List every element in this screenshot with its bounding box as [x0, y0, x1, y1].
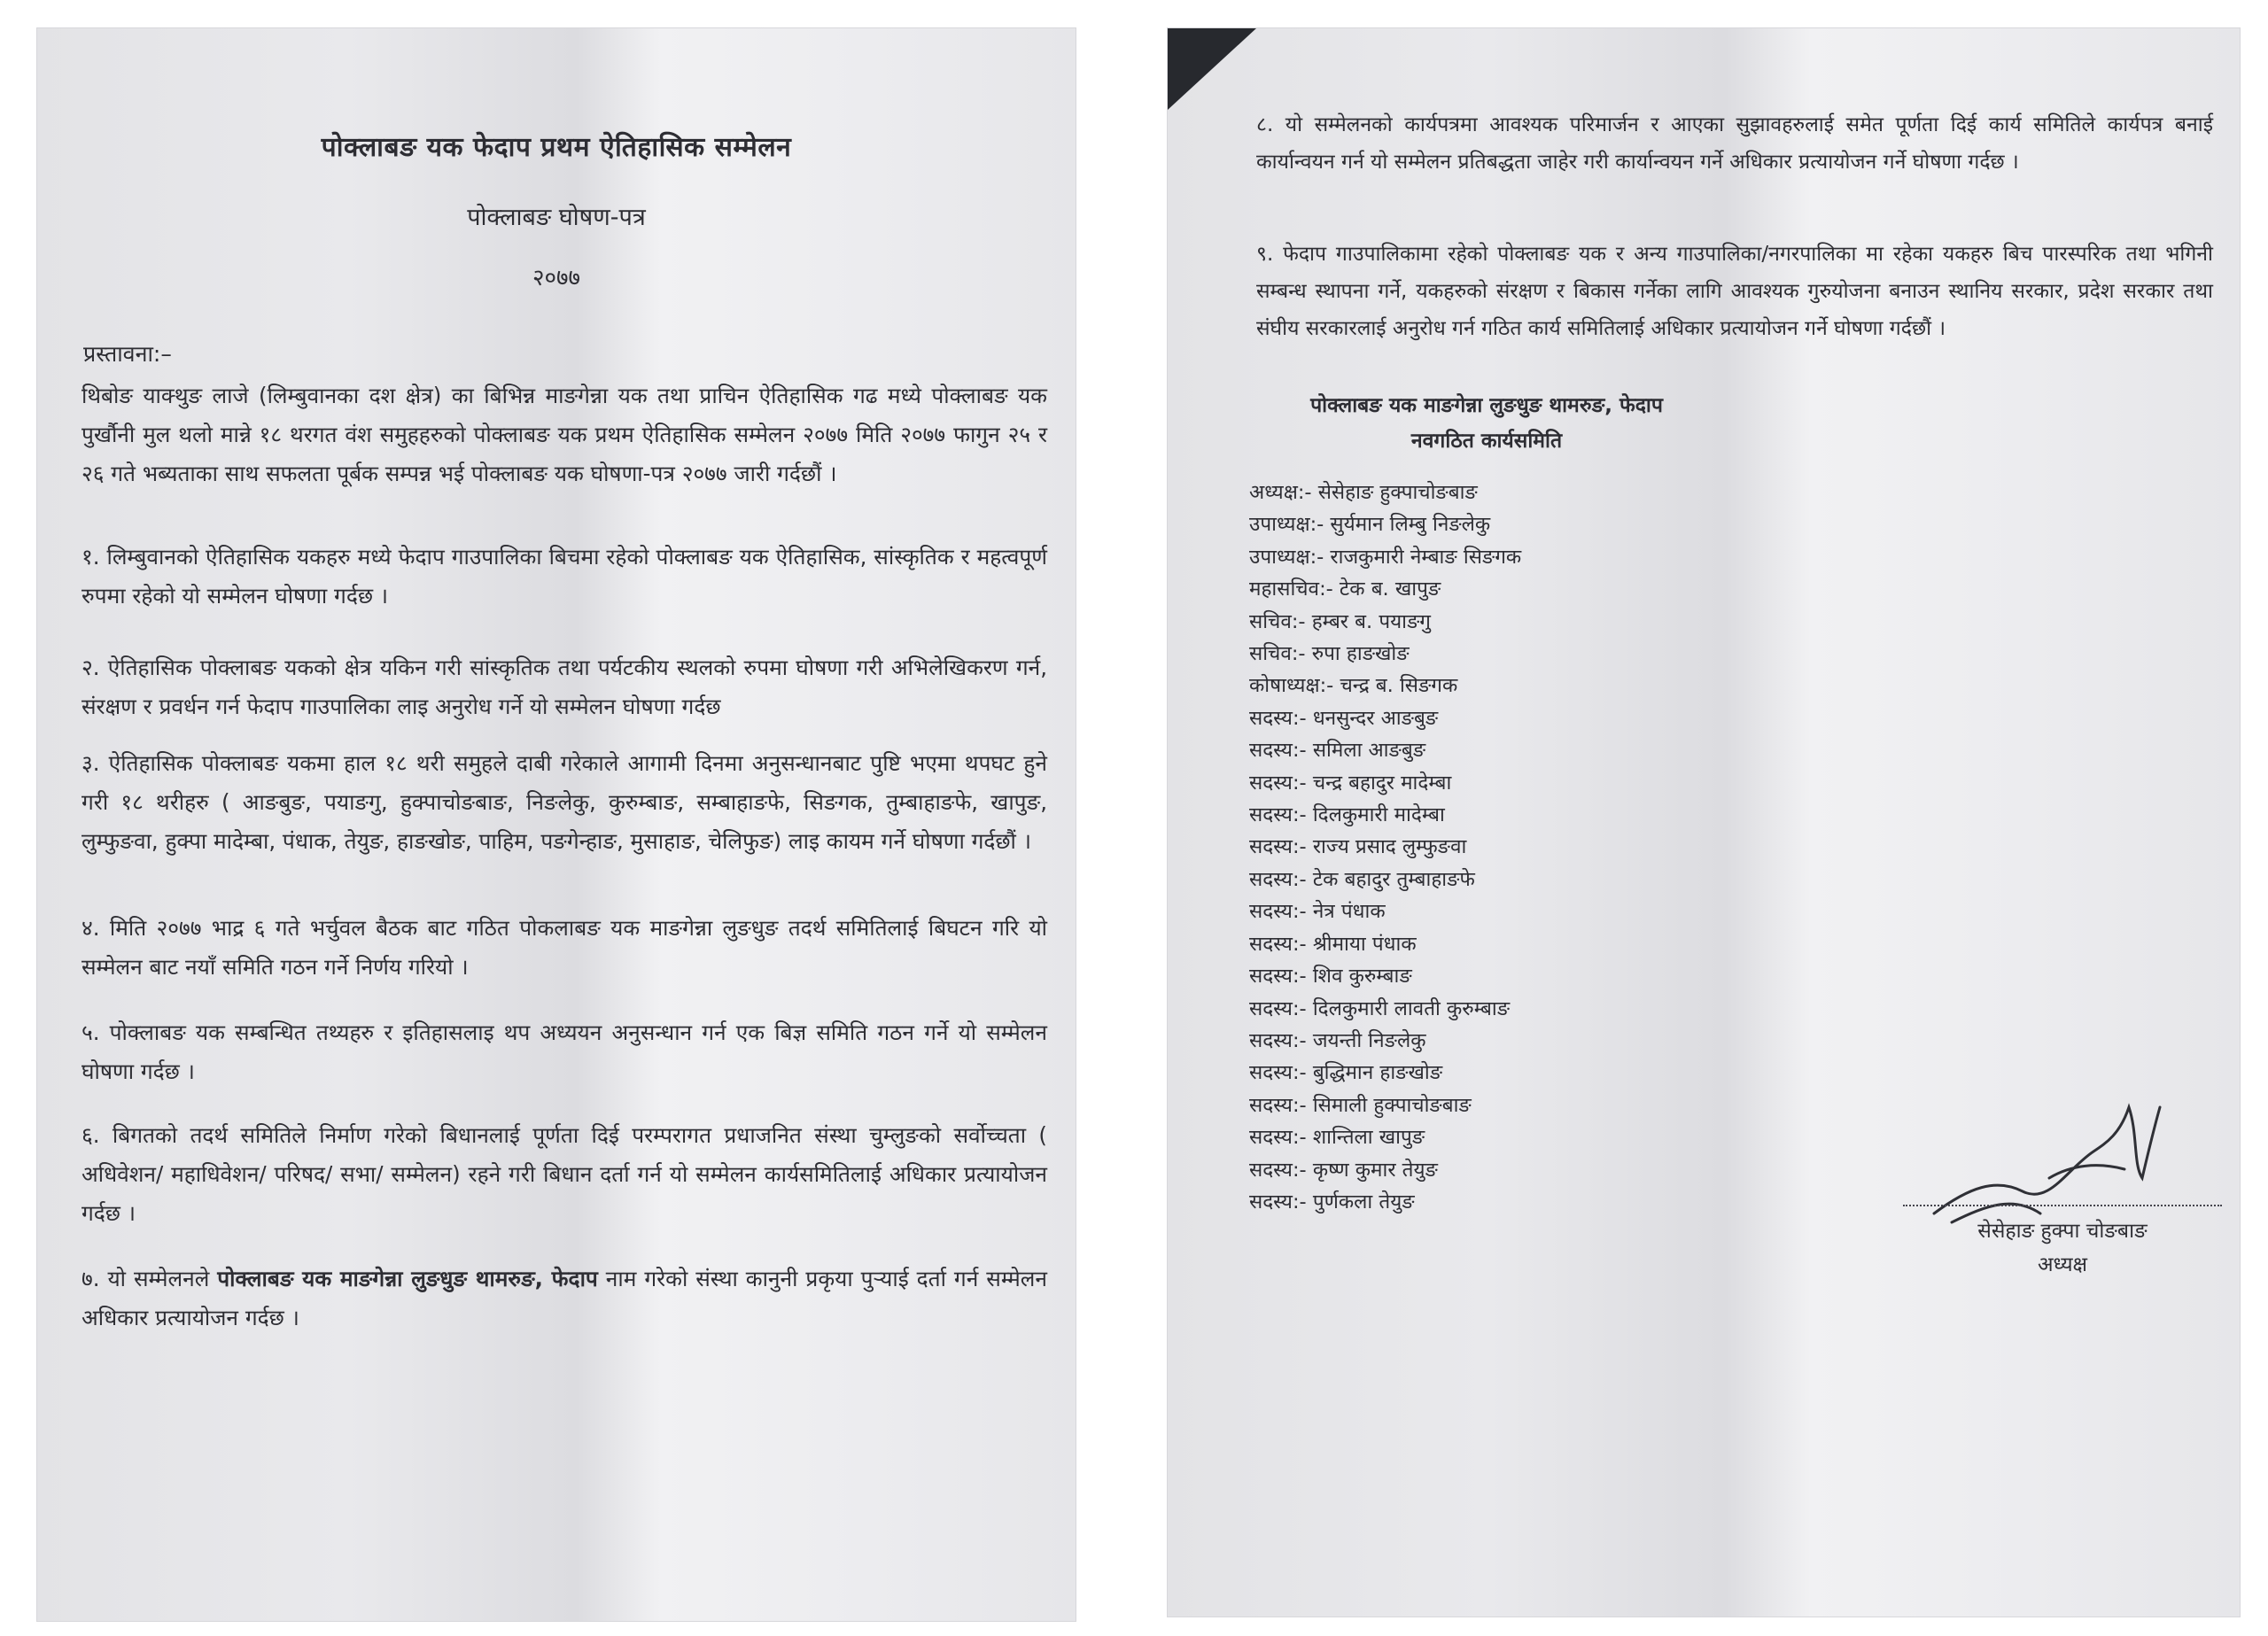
committee-heading: [1256, 388, 1717, 459]
committee-heading-line-1: पोक्लाबङ यक माङगेन्ना लुङधुङ थामरुङ, फेदाप: [1310, 394, 1663, 417]
committee-member-row: [1249, 864, 1521, 896]
member-name: नेत्र पंधाक: [1306, 900, 1386, 924]
committee-member-row: [1249, 734, 1521, 766]
committee-heading-line-2: नवगठित कार्यसमिति: [1410, 430, 1563, 453]
member-name: चन्द्र ब. सिङगक: [1333, 674, 1458, 698]
declaration-point-7: [82, 1260, 1047, 1337]
declaration-point-1: १. लिम्बुवानको ऐतिहासिक यकहरु मध्ये फेदाप गाउपालिका बिचमा रहेको पोक्लाबङ यक ऐतिहासिक, सांस्कृतिक र महत्वपूर्ण रुपमा रहेको यो सम्मेलन घोषणा गर्दछ ।: [82, 544, 1047, 609]
member-name: बुद्धिमान हाङखोङ: [1306, 1061, 1443, 1085]
member-name: हम्बर ब. पयाङगु: [1305, 609, 1431, 633]
point-7-organization-name: पोक्लाबङ यक माङगेन्ना लुङधुङ थामरुङ, फेदाप: [217, 1266, 598, 1291]
member-name: सिमाली हुक्पाचोङबाङ: [1306, 1093, 1472, 1117]
committee-member-row: [1249, 1121, 1521, 1153]
member-role: सदस्य:-: [1249, 1093, 1307, 1117]
declaration-point-2: २. ऐतिहासिक पोक्लाबङ यकको क्षेत्र यकिन गरी सांस्कृतिक तथा पर्यटकीय स्थलको रुपमा घोषणा गरी अभिलेखिकरण गर्न, संरक्षण र प्रवर्धन गर्न फेदाप गाउपालिका लाइ अनुरोध गर्ने यो सम्मेलन घोषणा गर्दछ: [82, 655, 1047, 719]
member-name: कृष्ण कुमार तेयुङ: [1306, 1158, 1438, 1182]
declaration-point-8: ८. यो सम्मेलनको कार्यपत्रमा आवश्यक परिमार्जन र आएका सुझावहरुलाई समेत पूर्णता दिई कार्य समितिले कार्यपत्र बनाई कार्यान्वयन गर्न यो सम्मेलन प्रतिबद्धता जाहेर गरी कार्यान्वयन गर्ने अधिकार प्रत्यायोजन गर्ने घोषणा गर्दछ ।: [1256, 113, 2213, 174]
committee-member-row: [1249, 606, 1521, 638]
document-subtitle: पोक्लाबङ घोषण-पत्र: [467, 204, 646, 231]
member-role: सदस्य:-: [1249, 965, 1307, 989]
committee-member-row: [1249, 831, 1521, 863]
committee-member-row: [1249, 702, 1521, 734]
member-role: सचिव:-: [1249, 642, 1306, 666]
member-name: पुर्णकला तेयुङ: [1306, 1190, 1415, 1213]
member-name: शान्तिला खापुङ: [1306, 1126, 1425, 1150]
member-name: चन्द्र बहादुर मादेम्बा: [1306, 771, 1452, 795]
point-7-prefix: ७. यो सम्मेलनले: [82, 1266, 218, 1291]
member-role: सदस्य:-: [1249, 1190, 1307, 1213]
member-name: श्रीमाया पंधाक: [1306, 932, 1417, 956]
member-role: अध्यक्ष:-: [1249, 481, 1312, 504]
member-role: सदस्य:-: [1249, 835, 1307, 859]
signature-dotted-line: [1903, 1205, 2222, 1206]
point-7-suffix: नाम गरेको संस्था कानुनी प्रकृया पुर्‍याई दर्ता गर्न सम्मेलन अधिकार प्रत्यायोजन गर्दछ ।: [82, 1266, 1047, 1330]
committee-member-list: [1249, 477, 1521, 1218]
member-role: उपाध्यक्ष:-: [1249, 513, 1324, 537]
member-role: सदस्य:-: [1249, 1158, 1307, 1182]
member-name: जयन्ती निङलेकु: [1306, 1028, 1426, 1052]
member-role: उपाध्यक्ष:-: [1249, 545, 1324, 569]
committee-member-row: [1249, 1186, 1521, 1218]
committee-member-row: [1249, 1089, 1521, 1121]
signatory-name: सेसेहाङ हुक्पा चोङबाङ: [1977, 1220, 2148, 1243]
committee-member-row: [1249, 1025, 1521, 1057]
declaration-point-4: ४. मिति २०७७ भाद्र ६ गते भर्चुवल बैठक बाट गठित पोकलाबङ यक माङगेन्ना लुङधुङ तदर्थ समितिलाई बिघटन गरि यो सम्मेलन बाट नयाँ समिति गठन गर्ने निर्णय गरियो ।: [82, 915, 1047, 980]
committee-member-row: [1249, 1154, 1521, 1186]
committee-member-row: [1249, 993, 1521, 1025]
committee-member-row: [1249, 573, 1521, 605]
member-name: टेक ब. खापुङ: [1332, 578, 1441, 601]
member-role: सचिव:-: [1249, 609, 1306, 633]
member-role: सदस्य:-: [1249, 706, 1307, 730]
committee-member-row: [1249, 767, 1521, 799]
preamble-heading: प्रस्तावना:–: [83, 341, 172, 367]
member-role: कोषाध्यक्ष:-: [1249, 674, 1334, 698]
document-year: २०७७: [532, 265, 581, 291]
member-role: सदस्य:-: [1249, 900, 1307, 924]
member-name: सेसेहाङ हुक्पाचोङबाङ: [1311, 481, 1478, 504]
declaration-point-3: ३. ऐतिहासिक पोक्लाबङ यकमा हाल १८ थरी समुहले दाबी गरेकाले आगामी दिनमा अनुसन्धानबाट पुष्टि भएमा थपघट हुने गरी १८ थरीहरु ( आङबुङ, पयाङगु, हुक्पाचोङबाङ, निङलेकु, कुरुम्बाङ, सम्बाहाङफे, सिङगक, तुम्बाहाङफे, खापुङ, लुम्फुङवा, हुक्पा मादेम्बा, पंधाक, तेयुङ, हाङखोङ, पाहिम, पङगेन्हाङ, मुसाहाङ, चेलिफुङ) लाइ कायम गर्ने घोषणा गर्दछौं ।: [82, 750, 1047, 854]
member-role: सदस्य:-: [1249, 739, 1307, 763]
member-name: राज्य प्रसाद लुम्फुङवा: [1306, 835, 1467, 859]
member-role: सदस्य:-: [1249, 1061, 1307, 1085]
page-right: [1168, 28, 2240, 1617]
member-name: दिलकुमारी लावती कुरुम्बाङ: [1306, 996, 1511, 1020]
member-name: धनसुन्दर आङबुङ: [1306, 706, 1439, 730]
committee-member-row: [1249, 670, 1521, 702]
member-role: सदस्य:-: [1249, 867, 1307, 891]
page-left: [37, 28, 1076, 1621]
member-role: सदस्य:-: [1249, 996, 1307, 1020]
declaration-point-5: ५. पोक्लाबङ यक सम्बन्धित तथ्यहरु र इतिहासलाइ थप अध्ययन अनुसन्धान गर्न एक बिज्ञ समिति गठन गर्ने यो सम्मेलन घोषणा गर्दछ ।: [82, 1020, 1047, 1084]
committee-member-row: [1249, 477, 1521, 508]
member-role: सदस्य:-: [1249, 1028, 1307, 1052]
member-name: शिव कुरुम्बाङ: [1306, 965, 1412, 989]
member-role: महासचिव:-: [1249, 578, 1333, 601]
member-name: सुर्यमान लिम्बु निङलेकु: [1324, 513, 1491, 537]
preamble-paragraph: थिबोङ याक्थुङ लाजे (लिम्बुवानका दश क्षेत्र) का बिभिन्न माङगेन्ना यक तथा प्राचिन ऐतिहासिक गढ मध्ये पोक्लाबङ यक पुर्खौनी मुल थलो मान्ने १८ थरगत वंश समुहहरुको पोक्लाबङ यक प्रथम ऐतिहासिक सम्मेलन २०७७ मिति २०७७ फागुन २५ र २६ गते भब्यताका साथ सफलता पूर्बक सम्पन्न भई पोक्लाबङ यक घोषणा-पत्र २०७७ जारी गर्दछौं ।: [82, 383, 1047, 486]
committee-member-row: [1249, 896, 1521, 927]
committee-member-row: [1249, 1057, 1521, 1089]
committee-member-row: [1249, 541, 1521, 573]
committee-member-row: [1249, 638, 1521, 670]
member-role: सदस्य:-: [1249, 1126, 1307, 1150]
committee-member-row: [1249, 960, 1521, 992]
member-role: सदस्य:-: [1249, 932, 1307, 956]
member-name: रुपा हाङखोङ: [1305, 642, 1410, 666]
member-name: समिला आङबुङ: [1306, 739, 1426, 763]
declaration-point-6: ६. बिगतको तदर्थ समितिले निर्माण गरेको बिधानलाई पूर्णता दिई परम्परागत प्रधाजनित संस्था चुम्लुङको सर्वोच्चता ( अधिवेशन/ महाधिवेशन/ परिषद/ सभा/ सम्मेलन) रहने गरी बिधान दर्ता गर्न यो सम्मेलन कार्यसमितिलाई अधिकार प्रत्यायोजन गर्दछ ।: [82, 1122, 1047, 1226]
dark-corner-shadow: [1168, 28, 1256, 110]
member-role: सदस्य:-: [1249, 771, 1307, 795]
declaration-point-9: ९. फेदाप गाउपालिकामा रहेको पोक्लाबङ यक र अन्य गाउपालिका/नगरपालिका मा रहेका यकहरु बिच पारस्परिक तथा भगिनी सम्बन्ध स्थापना गर्ने, यकहरुको संरक्षण र बिकास गर्नेका लागि आवश्यक गुरुयोजना बनाउन स्थानिय सरकार, प्रदेश सरकार तथा संघीय सरकारलाई अनुरोध गर्न गठित कार्य समितिलाई अधिकार प्रत्यायोजन गर्ने घोषणा गर्दछौं ।: [1256, 243, 2213, 340]
signatory-role: अध्यक्ष: [2037, 1253, 2088, 1276]
member-name: टेक बहादुर तुम्बाहाङफे: [1306, 867, 1475, 891]
member-name: राजकुमारी नेम्बाङ सिङगक: [1324, 545, 1522, 569]
document-title: पोक्लाबङ यक फेदाप प्रथम ऐतिहासिक सम्मेलन: [321, 132, 792, 163]
committee-member-row: [1249, 928, 1521, 960]
committee-member-row: [1249, 508, 1521, 540]
committee-member-row: [1249, 799, 1521, 831]
member-role: सदस्य:-: [1249, 803, 1307, 827]
member-name: दिलकुमारी मादेम्बा: [1306, 803, 1445, 827]
